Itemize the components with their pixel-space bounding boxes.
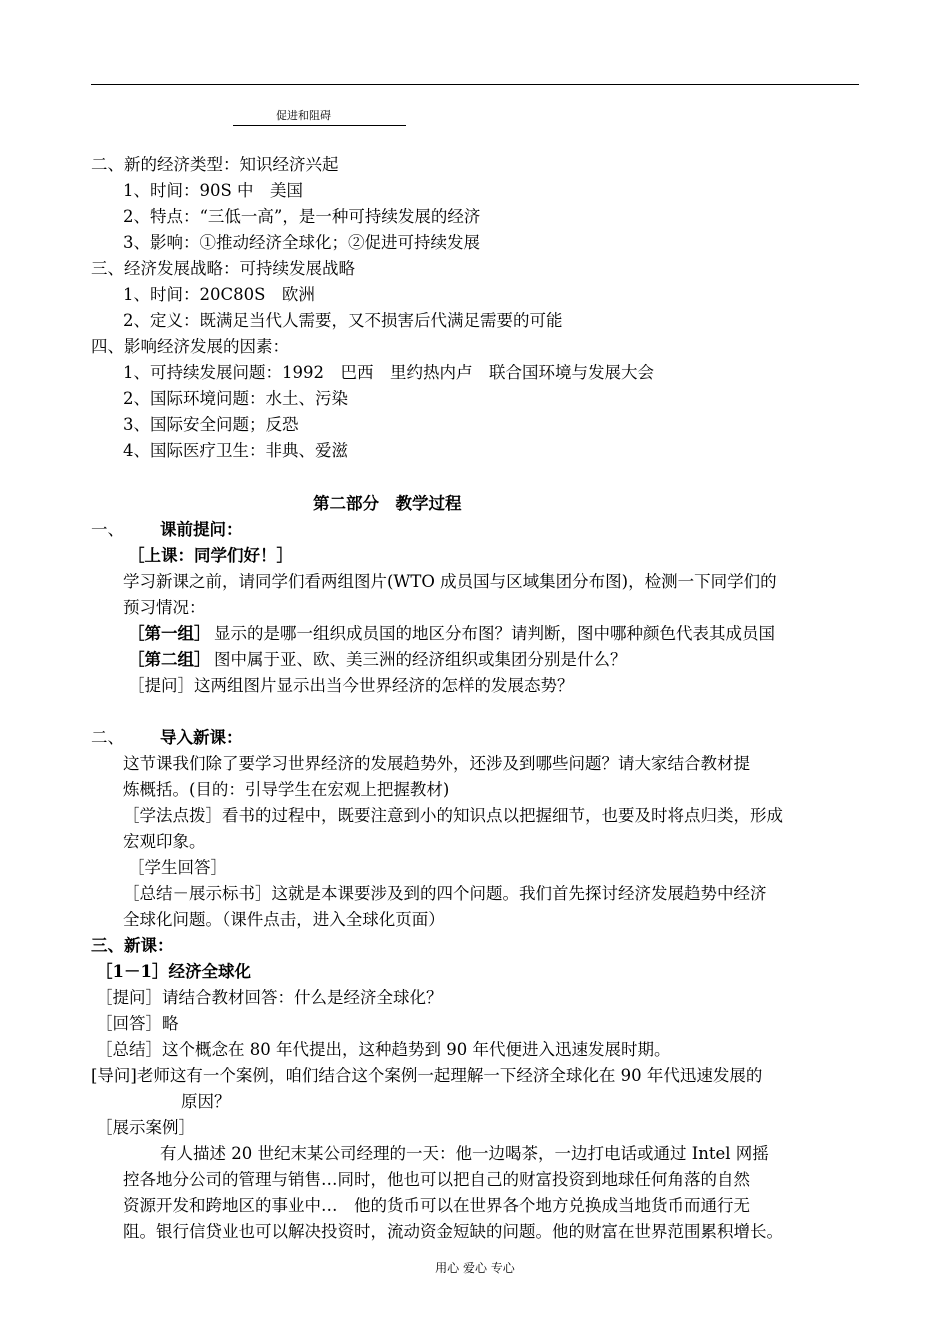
list-item: 3、国际安全问题；反恐: [123, 415, 299, 434]
section-heading: 三、新课：: [91, 936, 174, 955]
header-label-underline: [233, 125, 406, 126]
paragraph-line: ［回答］略: [96, 1014, 179, 1033]
paragraph-line: [导问]老师这有一个案例，咱们结合这个案例一起理解一下经济全球化在 90 年代迅速发展的: [91, 1066, 763, 1085]
bracket-label: ［第一组］: [128, 624, 211, 643]
section-heading: 三、经济发展战略：可持续发展战略: [91, 259, 355, 278]
section-number: 一、: [91, 520, 124, 539]
header-rule: [91, 84, 859, 85]
list-item: 4、国际医疗卫生：非典、爱滋: [123, 441, 348, 460]
list-item: 2、国际环境问题：水土、污染: [123, 389, 348, 408]
section-heading: 四、影响经济发展的因素：: [91, 337, 289, 356]
paragraph-line: 宏观印象。: [123, 832, 206, 851]
paragraph-line: 阻。银行信贷业也可以解决投资时，流动资金短缺的问题。他的财富在世界范围累积增长。: [123, 1222, 783, 1241]
section-heading: 课前提问：: [160, 520, 243, 539]
paragraph-line: 炼概括。(目的：引导学生在宏观上把握教材): [123, 780, 450, 799]
paragraph-line: 有人描述 20 世纪末某公司经理的一天：他一边喝茶，一边打电话或通过 Intel 网摇: [160, 1144, 769, 1163]
paragraph-line: 资源开发和跨地区的事业中… 他的货币可以在世界各个地方兑换成当地货币而通行无: [123, 1196, 750, 1215]
paragraph-line: 学习新课之前，请同学们看两组图片(WTO 成员国与区域集团分布图)，检测一下同学们的: [123, 572, 777, 591]
list-item: 1、时间：20C80S 欧洲: [123, 285, 315, 304]
list-item: 3、影响：①推动经济全球化；②促进可持续发展: [123, 233, 480, 252]
page-footer: 用心 爱心 专心: [435, 1261, 515, 1275]
paragraph-line: ［学生回答］: [128, 858, 227, 877]
paragraph-line: 原因？: [181, 1092, 231, 1111]
section-heading: 二、新的经济类型：知识经济兴起: [91, 155, 339, 174]
paragraph-line: 预习情况：: [123, 598, 206, 617]
bracket-note: ［上课：同学们好！］: [128, 546, 293, 565]
part-title: 第二部分 教学过程: [313, 494, 462, 513]
paragraph-line: ［总结－展示标书］这就是本课要涉及到的四个问题。我们首先探讨经济发展趋势中经济: [123, 884, 767, 903]
paragraph-line: ［学法点拨］看书的过程中，既要注意到小的知识点以把握细节，也要及时将点归类，形成: [123, 806, 783, 825]
bracket-label: ［第二组］: [128, 650, 211, 669]
list-item: 1、可持续发展问题：1992 巴西 里约热内卢 联合国环境与发展大会: [123, 363, 654, 382]
paragraph-line: 这节课我们除了要学习世界经济的发展趋势外，还涉及到哪些问题？请大家结合教材提: [123, 754, 750, 773]
paragraph-line: ［提问］这两组图片显示出当今世界经济的怎样的发展态势？: [128, 676, 574, 695]
paragraph-line: ［提问］请结合教材回答：什么是经济全球化？: [96, 988, 443, 1007]
paragraph-line: 全球化问题。（课件点击，进入全球化页面）: [123, 910, 445, 929]
paragraph-line: ［总结］这个概念在 80 年代提出，这种趋势到 90 年代便进入迅速发展时期。: [96, 1040, 671, 1059]
subsection-heading: ［1－1］经济全球化: [96, 962, 251, 981]
paragraph-line: 图中属于亚、欧、美三洲的经济组织或集团分别是什么？: [214, 650, 627, 669]
section-heading: 导入新课：: [160, 728, 243, 747]
section-number: 二、: [91, 728, 124, 747]
list-item: 2、定义：既满足当代人需要，又不损害后代满足需要的可能: [123, 311, 563, 330]
list-item: 1、时间：90S 中 美国: [123, 181, 304, 200]
list-item: 2、特点：“三低一高”，是一种可持续发展的经济: [123, 207, 481, 226]
paragraph-line: 显示的是哪一组织成员国的地区分布图？请判断，图中哪种颜色代表其成员国: [214, 624, 775, 643]
paragraph-line: ［展示案例］: [96, 1118, 195, 1137]
header-label: 促进和阻碍: [276, 109, 331, 122]
paragraph-line: 控各地分公司的管理与销售…同时，他也可以把自己的财富投资到地球任何角落的自然: [123, 1170, 750, 1189]
